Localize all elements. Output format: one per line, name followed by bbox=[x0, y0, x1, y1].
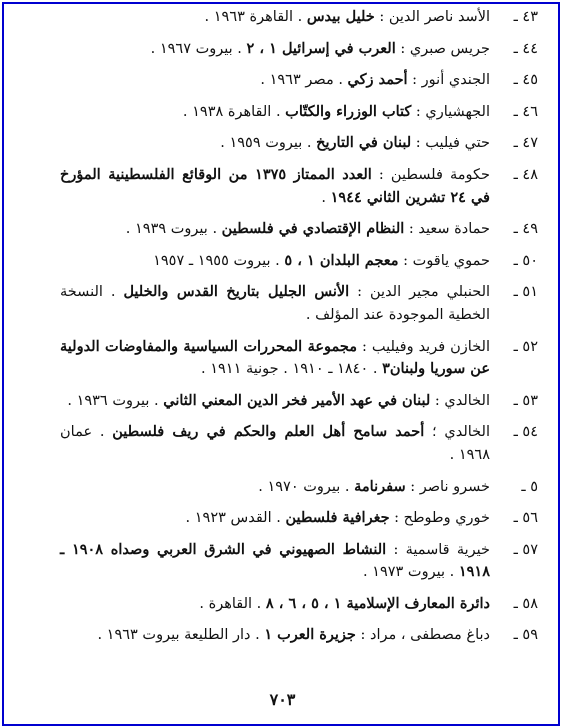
entry-author: الخالدي ؛ bbox=[424, 424, 490, 441]
entry-publication: . مصر ١٩٦٣ . bbox=[260, 72, 348, 89]
entry-body bbox=[97, 627, 490, 643]
entry-publication: . القاهرة . bbox=[199, 595, 266, 612]
entry-title: سفرنامة bbox=[354, 477, 406, 495]
entry-body bbox=[60, 542, 490, 581]
entry-body bbox=[60, 339, 490, 378]
entry-number: ٤٧ ـ bbox=[513, 135, 538, 152]
entry-author: حمادة سعيد : bbox=[404, 221, 490, 238]
entry-publication: . ١٨٤٠ ـ ١٩١٠ . جونية ١٩١١ . bbox=[201, 361, 383, 378]
entry-author: الأسد ناصر الدين : bbox=[374, 9, 490, 25]
bibliography-entry bbox=[60, 507, 538, 530]
entry-publication: . بيروت ١٩٧٠ . bbox=[258, 478, 355, 495]
bibliography-entry bbox=[60, 164, 538, 209]
bibliography-entry bbox=[60, 421, 538, 466]
entry-number: ٥٨ ـ bbox=[513, 595, 538, 612]
entry-body bbox=[258, 479, 490, 495]
entry-author: حتي فيليب : bbox=[411, 135, 490, 152]
entry-title: جزيرة العرب ١ bbox=[264, 626, 356, 644]
entry-publication: . بيروت ١٩٣٦ . bbox=[67, 392, 164, 409]
entry-body bbox=[126, 221, 490, 237]
entry-number: ٥٣ ـ bbox=[513, 392, 538, 409]
entry-author: الخالدي : bbox=[430, 392, 490, 409]
entry-body bbox=[220, 135, 490, 151]
entry-body bbox=[186, 510, 490, 526]
entry-body bbox=[260, 72, 490, 88]
entry-author: الجندي أنور : bbox=[407, 72, 490, 89]
entry-number: ٥ ـ bbox=[521, 478, 538, 495]
bibliography-entry bbox=[60, 390, 538, 413]
entry-number: ٤٤ ـ bbox=[513, 40, 538, 57]
entry-publication: . النسخة الخطية الموجودة عند المؤلف . bbox=[60, 284, 490, 323]
bibliography-entry bbox=[60, 476, 538, 499]
page-number: ٧٠٣ bbox=[269, 690, 296, 709]
entry-author: خوري وطوطح : bbox=[389, 510, 490, 527]
entry-number: ٥٠ ـ bbox=[513, 252, 538, 269]
entry-number: ٤٣ ـ bbox=[513, 9, 538, 25]
entry-number: ٤٦ ـ bbox=[513, 103, 538, 120]
bibliography-entry bbox=[60, 539, 538, 584]
entry-author: حموي ياقوت : bbox=[398, 252, 490, 269]
bibliography-entry bbox=[60, 218, 538, 241]
bibliography-entry bbox=[60, 101, 538, 124]
entry-publication: . بيروت ١٩٦٧ . bbox=[150, 40, 247, 57]
entry-title: أحمد سامح أهل العلم والحكم في ريف فلسطين bbox=[112, 423, 425, 441]
entry-author: حكومة فلسطين : bbox=[371, 166, 490, 183]
bibliography-entry bbox=[60, 281, 538, 326]
entry-author: الخازن فريد وفيليب : bbox=[357, 338, 490, 355]
entry-author: الجهشياري : bbox=[411, 103, 490, 120]
entry-title: معجم البلدان ١ ، ٥ bbox=[284, 251, 399, 269]
entry-publication: . عمان ١٩٦٨ . bbox=[60, 424, 490, 463]
entry-body bbox=[183, 104, 490, 120]
bibliography-entry bbox=[60, 6, 538, 29]
entry-publication: . القدس ١٩٢٣ . bbox=[185, 510, 286, 527]
entry-body bbox=[60, 284, 490, 323]
entry-number: ٥٤ ـ bbox=[513, 424, 538, 441]
entry-number: ٥١ ـ bbox=[513, 284, 538, 301]
entry-title: جغرافية فلسطين bbox=[285, 509, 390, 527]
bibliography-entry bbox=[60, 624, 538, 647]
entry-publication: . بيروت ١٩٥٩ . bbox=[220, 135, 317, 152]
entry-body bbox=[60, 167, 490, 206]
entry-title: العرب في إسرائيل ١ ، ٢ bbox=[246, 39, 396, 57]
entry-author: الحنبلي مجير الدين : bbox=[349, 284, 491, 301]
entry-number: ٥٩ ـ bbox=[513, 627, 538, 644]
bibliography-list bbox=[60, 6, 538, 656]
entry-body bbox=[153, 253, 490, 269]
entry-author: خيرية قاسمية : bbox=[386, 541, 490, 558]
entry-publication: . دار الطليعة بيروت ١٩٦٣ . bbox=[97, 627, 265, 644]
entry-title: العدد الممتاز ١٣٧٥ من الوقائع الفلسطينية المؤرخ في ٢٤ تشرين الثاني ١٩٤٤ bbox=[60, 165, 490, 206]
entry-number: ٤٨ ـ bbox=[513, 166, 538, 183]
entry-publication: . بيروت ١٩٣٩ . bbox=[125, 221, 222, 238]
entry-publication: . بيروت ١٩٧٣ . bbox=[362, 564, 459, 581]
entry-title: لبنان في التاريخ bbox=[316, 134, 412, 152]
entry-number: ٥٦ ـ bbox=[513, 510, 538, 527]
entry-body bbox=[67, 393, 490, 409]
entry-author: دباغ مصطفى ، مراد : bbox=[355, 627, 490, 644]
entry-title: النظام الإقتصادي في فلسطين bbox=[221, 220, 405, 238]
entry-title: خليل بيدس bbox=[306, 8, 375, 25]
entry-title: أحمد زكي bbox=[347, 71, 408, 89]
entry-title: لبنان في عهد الأمير فخر الدين المعني الثاني bbox=[163, 391, 431, 409]
entry-number: ٤٩ ـ bbox=[513, 221, 538, 238]
entry-number: ٤٥ ـ bbox=[513, 72, 538, 89]
entry-author: خسرو ناصر : bbox=[405, 478, 490, 495]
bibliography-entry bbox=[60, 69, 538, 92]
entry-body bbox=[60, 424, 490, 463]
entry-number: ٥٢ ـ bbox=[513, 338, 538, 355]
bibliography-entry bbox=[60, 336, 538, 381]
entry-publication: . بيروت ١٩٥٥ ـ ١٩٥٧ bbox=[153, 252, 285, 269]
bibliography-entry bbox=[60, 250, 538, 273]
entry-title: كتاب الوزراء والكتّاب bbox=[285, 102, 412, 120]
bibliography-entry bbox=[60, 593, 538, 616]
entry-title: مجموعة المحررات السياسية والمفاوضات الدولية عن سوريا ولبنان٣ bbox=[60, 337, 490, 378]
entry-publication: . القاهرة ١٩٦٣ . bbox=[204, 9, 307, 25]
entry-publication: . bbox=[321, 189, 331, 206]
entry-author: جريس صبري : bbox=[395, 40, 490, 57]
entry-title: دائرة المعارف الإسلامية ١ ، ٥ ، ٦ ، ٨ bbox=[265, 594, 490, 612]
entry-body bbox=[151, 41, 490, 57]
entry-title: النشاط الصهيوني في الشرق العربي وصداه ١٩٠٨ ـ ١٩١٨ bbox=[60, 540, 490, 581]
entry-body bbox=[205, 9, 490, 25]
entry-publication: . القاهرة ١٩٣٨ . bbox=[182, 103, 286, 120]
entry-number: ٥٧ ـ bbox=[513, 541, 538, 558]
bibliography-entry bbox=[60, 132, 538, 155]
bibliography-entry bbox=[60, 38, 538, 61]
entry-title: الأنس الجليل بتاريخ القدس والخليل bbox=[123, 283, 350, 301]
entry-body bbox=[199, 596, 490, 612]
